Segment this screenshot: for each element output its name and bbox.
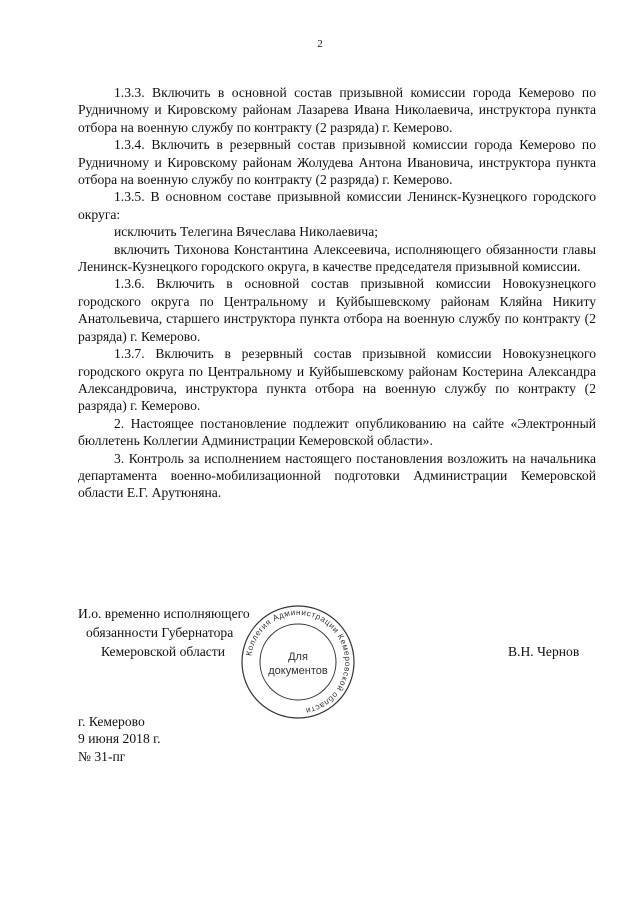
paragraph-1-3-4: 1.3.4. Включить в резервный состав призывной комиссии города Кемерово по Рудничному и Кировскому районам Жолудева Антона Ивановича, инструктора пункта отбора на военную службу по контракту (2 разряда) г. Кемерово. bbox=[78, 137, 596, 188]
footer-number: № 31-пг bbox=[78, 748, 126, 764]
paragraph-exclude: исключить Телегина Вячеслава Николаевича; bbox=[114, 224, 379, 240]
page-number: 2 bbox=[317, 38, 323, 50]
official-stamp bbox=[238, 602, 358, 722]
document-footer bbox=[78, 713, 161, 765]
signatory-title-line-2: обязанности Губернатора bbox=[86, 625, 234, 640]
signatory-name: В.Н. Чернов bbox=[508, 644, 580, 659]
paragraph-2: 2. Настоящее постановление подлежит опубликованию на сайте «Электронный бюллетень Коллегии Администрации Кемеровской области». bbox=[78, 415, 596, 449]
document-body bbox=[78, 84, 596, 502]
paragraph-1-3-3: 1.3.3. Включить в основной состав призывной комиссии города Кемерово по Рудничному и Кировскому районам Лазарева Ивана Николаевича, инструктора пункта отбора на военную службу по контракту (2 разряда) г. Кемерово. bbox=[78, 85, 596, 135]
paragraph-1-3-6: 1.3.6. Включить в основной состав призывной комиссии Новокузнецкого городского округа по Центральному и Куйбышевскому районам Кляйна Никиту Анатольевича, старшего инструктора пункта отбора на военную службу по контракту (2 разряда) г. Кемерово. bbox=[78, 276, 596, 344]
paragraph-3: 3. Контроль за исполнением настоящего постановления возложить на начальника департамента военно-мобилизационной подготовки Администрации Кемеровской области Е.Г. Арутюняна. bbox=[78, 450, 596, 501]
footer-date: 9 июня 2018 г. bbox=[78, 731, 161, 747]
stamp-ring-text: Коллегия Администрации Кемеровской области bbox=[244, 607, 353, 716]
stamp-center-line-1: Для bbox=[288, 651, 308, 663]
signatory-title-line-3: Кемеровской области bbox=[101, 644, 226, 659]
paragraph-1-3-5: 1.3.5. В основном составе призывной комиссии Ленинск-Кузнецкого городского округа: bbox=[78, 189, 596, 222]
paragraph-1-3-7: 1.3.7. Включить в резервный состав призывной комиссии Новокузнецкого городского округа по Центральному и Куйбышевскому районам Костерина Александра Александровича, инструктора пункта отбора на военную службу по контракту (2 разряда) г. Кемерово. bbox=[78, 346, 596, 414]
paragraph-include: включить Тихонова Константина Алексеевича, исполняющего обязанности главы Ленинск-Кузнецкого городского округа, в качестве председателя призывной комиссии. bbox=[78, 241, 596, 275]
footer-city: г. Кемерово bbox=[78, 714, 145, 729]
signatory-title-line-1: И.о. временно исполняющего bbox=[78, 606, 250, 621]
stamp-center-line-2: документов bbox=[268, 665, 328, 677]
